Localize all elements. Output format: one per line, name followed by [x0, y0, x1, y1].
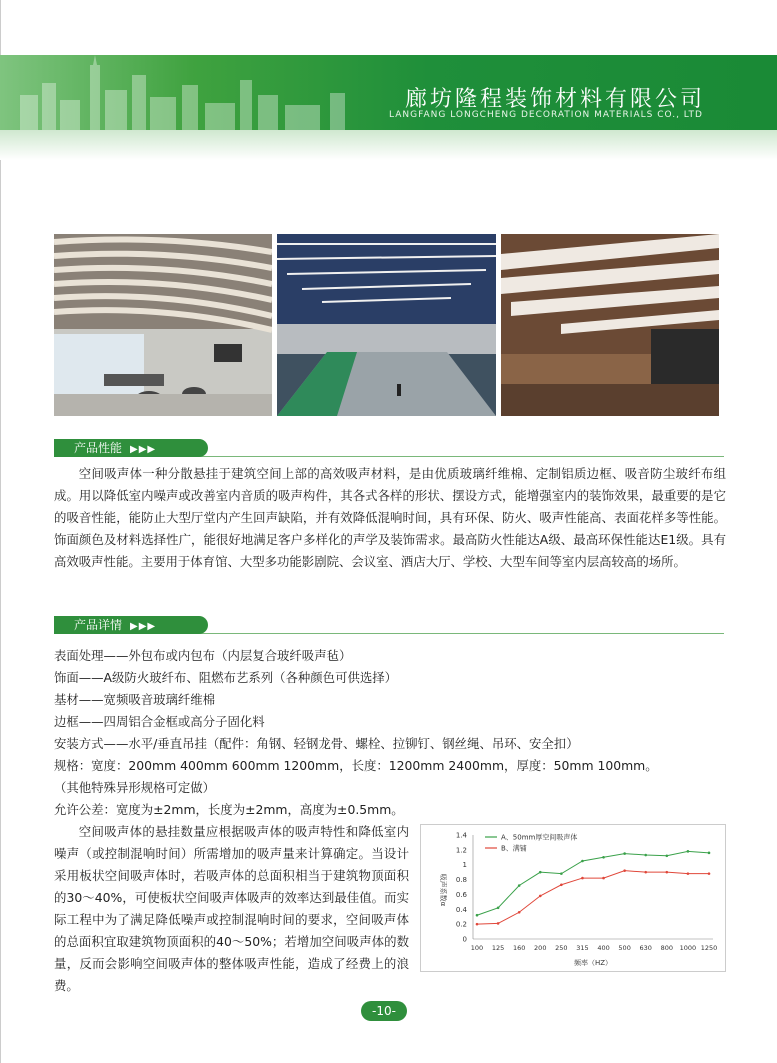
- y-tick-label: 0: [462, 935, 467, 944]
- x-tick-label: 125: [491, 944, 505, 952]
- y-axis-label: 吸声系数α: [439, 873, 447, 907]
- photo-auditorium-ceiling: [501, 234, 719, 416]
- series-point-1: [708, 872, 711, 875]
- banner-fade: [0, 130, 777, 160]
- header-banner: [0, 55, 777, 130]
- photo-gym-ceiling: [277, 234, 496, 416]
- x-tick-label: 200: [534, 944, 547, 952]
- series-point-1: [560, 883, 563, 886]
- series-point-1: [497, 922, 500, 925]
- series-point-0: [708, 852, 711, 855]
- x-tick-label: 100: [470, 944, 484, 952]
- series-point-1: [602, 877, 605, 880]
- detail-line: 饰面——A级防火玻纤布、阻燃布艺系列（各种颜色可供选择）: [54, 670, 398, 685]
- series-point-0: [602, 856, 605, 859]
- series-point-0: [497, 907, 500, 910]
- arrow-icon: ▶▶▶: [130, 444, 157, 455]
- detail-line: 规格：宽度：200mm 400mm 600mm 1200mm，长度：1200mm 2400mm，厚度：50mm 100mm。: [54, 758, 658, 773]
- x-tick-label: 160: [512, 944, 526, 952]
- series-point-1: [687, 872, 690, 875]
- y-tick-label: 0.4: [455, 905, 467, 914]
- series-point-0: [687, 850, 690, 853]
- series-point-1: [539, 895, 542, 898]
- detail-line: （其他特殊异形规格可定做）: [54, 780, 216, 795]
- detail-line: 安装方式——水平/垂直吊挂（配件：角钢、轻钢龙骨、螺栓、拉铆钉、钢丝绳、吊环、安全扣）: [54, 736, 579, 751]
- section-title: 产品性能: [74, 441, 123, 455]
- y-tick-label: 1.2: [455, 846, 467, 855]
- series-point-0: [518, 884, 521, 887]
- series-point-1: [476, 923, 479, 926]
- series-point-1: [644, 871, 647, 874]
- section-header-details: [54, 616, 208, 634]
- series-line-0: [477, 851, 709, 915]
- details-paragraph: [54, 821, 409, 997]
- x-tick-label: 630: [639, 944, 652, 952]
- series-point-1: [518, 911, 521, 914]
- series-point-0: [581, 860, 584, 863]
- series-point-1: [623, 869, 626, 872]
- company-name-en: LANGFANG LONGCHENG DECORATION MATERIALS CO., LTD: [389, 110, 703, 120]
- page-number: -10-: [361, 1001, 407, 1021]
- section-header-performance: [54, 439, 208, 457]
- y-tick-label: 0.6: [455, 890, 467, 899]
- series-point-0: [623, 852, 626, 855]
- x-tick-label: 500: [618, 944, 631, 952]
- x-tick-label: 250: [555, 944, 568, 952]
- detail-line: 基材——宽频吸音玻璃纤维棉: [54, 692, 216, 707]
- series-point-0: [644, 854, 647, 857]
- x-tick-label: 800: [660, 944, 674, 952]
- series-point-0: [476, 914, 479, 917]
- series-line-1: [477, 871, 709, 924]
- detail-line: 表面处理——外包布或内包布（内层复合玻纤吸声毡）: [54, 648, 352, 663]
- series-point-1: [581, 877, 584, 880]
- details-list: [54, 645, 734, 821]
- chart-svg: [421, 825, 725, 971]
- photo-office-ceiling: [54, 234, 272, 416]
- absorption-chart: [420, 824, 726, 972]
- legend-entry: B、满铺: [501, 844, 527, 853]
- series-point-0: [560, 872, 563, 875]
- performance-text: 空间吸声体一种分散悬挂于建筑空间上部的高效吸声材料，是由优质玻璃纤维棉、定制铝质边框、吸音防尘玻纤布组成。用以降低室内噪声或改善室内音质的吸声构件，其各式各样的形状、摆设方式，能增强室内的装饰效果，最重要的是它的吸音性能，能防止大型厅堂内产生回声缺陷，并有效降低混响时间，具有环保、防火、吸声性能高、表面花样多等性能。饰面颜色及材料选择性广，能很好地满足客户多样化的声学及装饰需求。最高防火性能达A级、最高环保性能达E1级。具有高效吸声性能。主要用于体育馆、大型多功能影剧院、会议室、酒店大厅、学校、大型车间等室内层高较高的场所。: [54, 466, 726, 569]
- y-tick-label: 0.2: [455, 920, 467, 929]
- x-tick-label: 400: [597, 944, 610, 952]
- section-title: 产品详情: [74, 618, 123, 632]
- detail-line: 边框——四周铝合金框或高分子固化料: [54, 714, 265, 729]
- x-tick-label: 315: [576, 944, 589, 952]
- x-tick-label: 1000: [679, 944, 697, 952]
- series-point-1: [666, 871, 669, 874]
- y-tick-label: 1.4: [455, 831, 467, 840]
- legend-entry: A、50mm厚空间吸声体: [501, 833, 578, 842]
- x-tick-label: 1250: [700, 944, 718, 952]
- y-tick-label: 1: [462, 861, 467, 870]
- performance-paragraph: [54, 463, 726, 573]
- details-paragraph-text: 空间吸声体的悬挂数量应根据吸声体的吸声特性和降低室内噪声（或控制混响时间）所需增加的吸声量来计算确定。当设计采用板状空间吸声体时，若吸声体的总面积相当于建筑物顶面积的30～40%，可使板状空间吸声体吸声的效率达到最佳值。而实际工程中为了满足降低噪声或控制混响时间的要求，空间吸声体的总面积宜取建筑物顶面积的40～50%；若增加空间吸声体的数量，反而会影响空间吸声体的整体吸声性能，造成了经费上的浪费。: [54, 824, 409, 993]
- x-axis-label: 频率（HZ）: [573, 959, 613, 967]
- detail-line: 允许公差：宽度为±2mm，长度为±2mm，高度为±0.5mm。: [54, 802, 404, 817]
- company-name-cn: 廊坊隆程装饰材料有限公司: [404, 87, 705, 112]
- series-point-0: [666, 855, 669, 858]
- y-tick-label: 0.8: [455, 876, 467, 885]
- series-point-0: [539, 871, 542, 874]
- arrow-icon: ▶▶▶: [130, 621, 157, 632]
